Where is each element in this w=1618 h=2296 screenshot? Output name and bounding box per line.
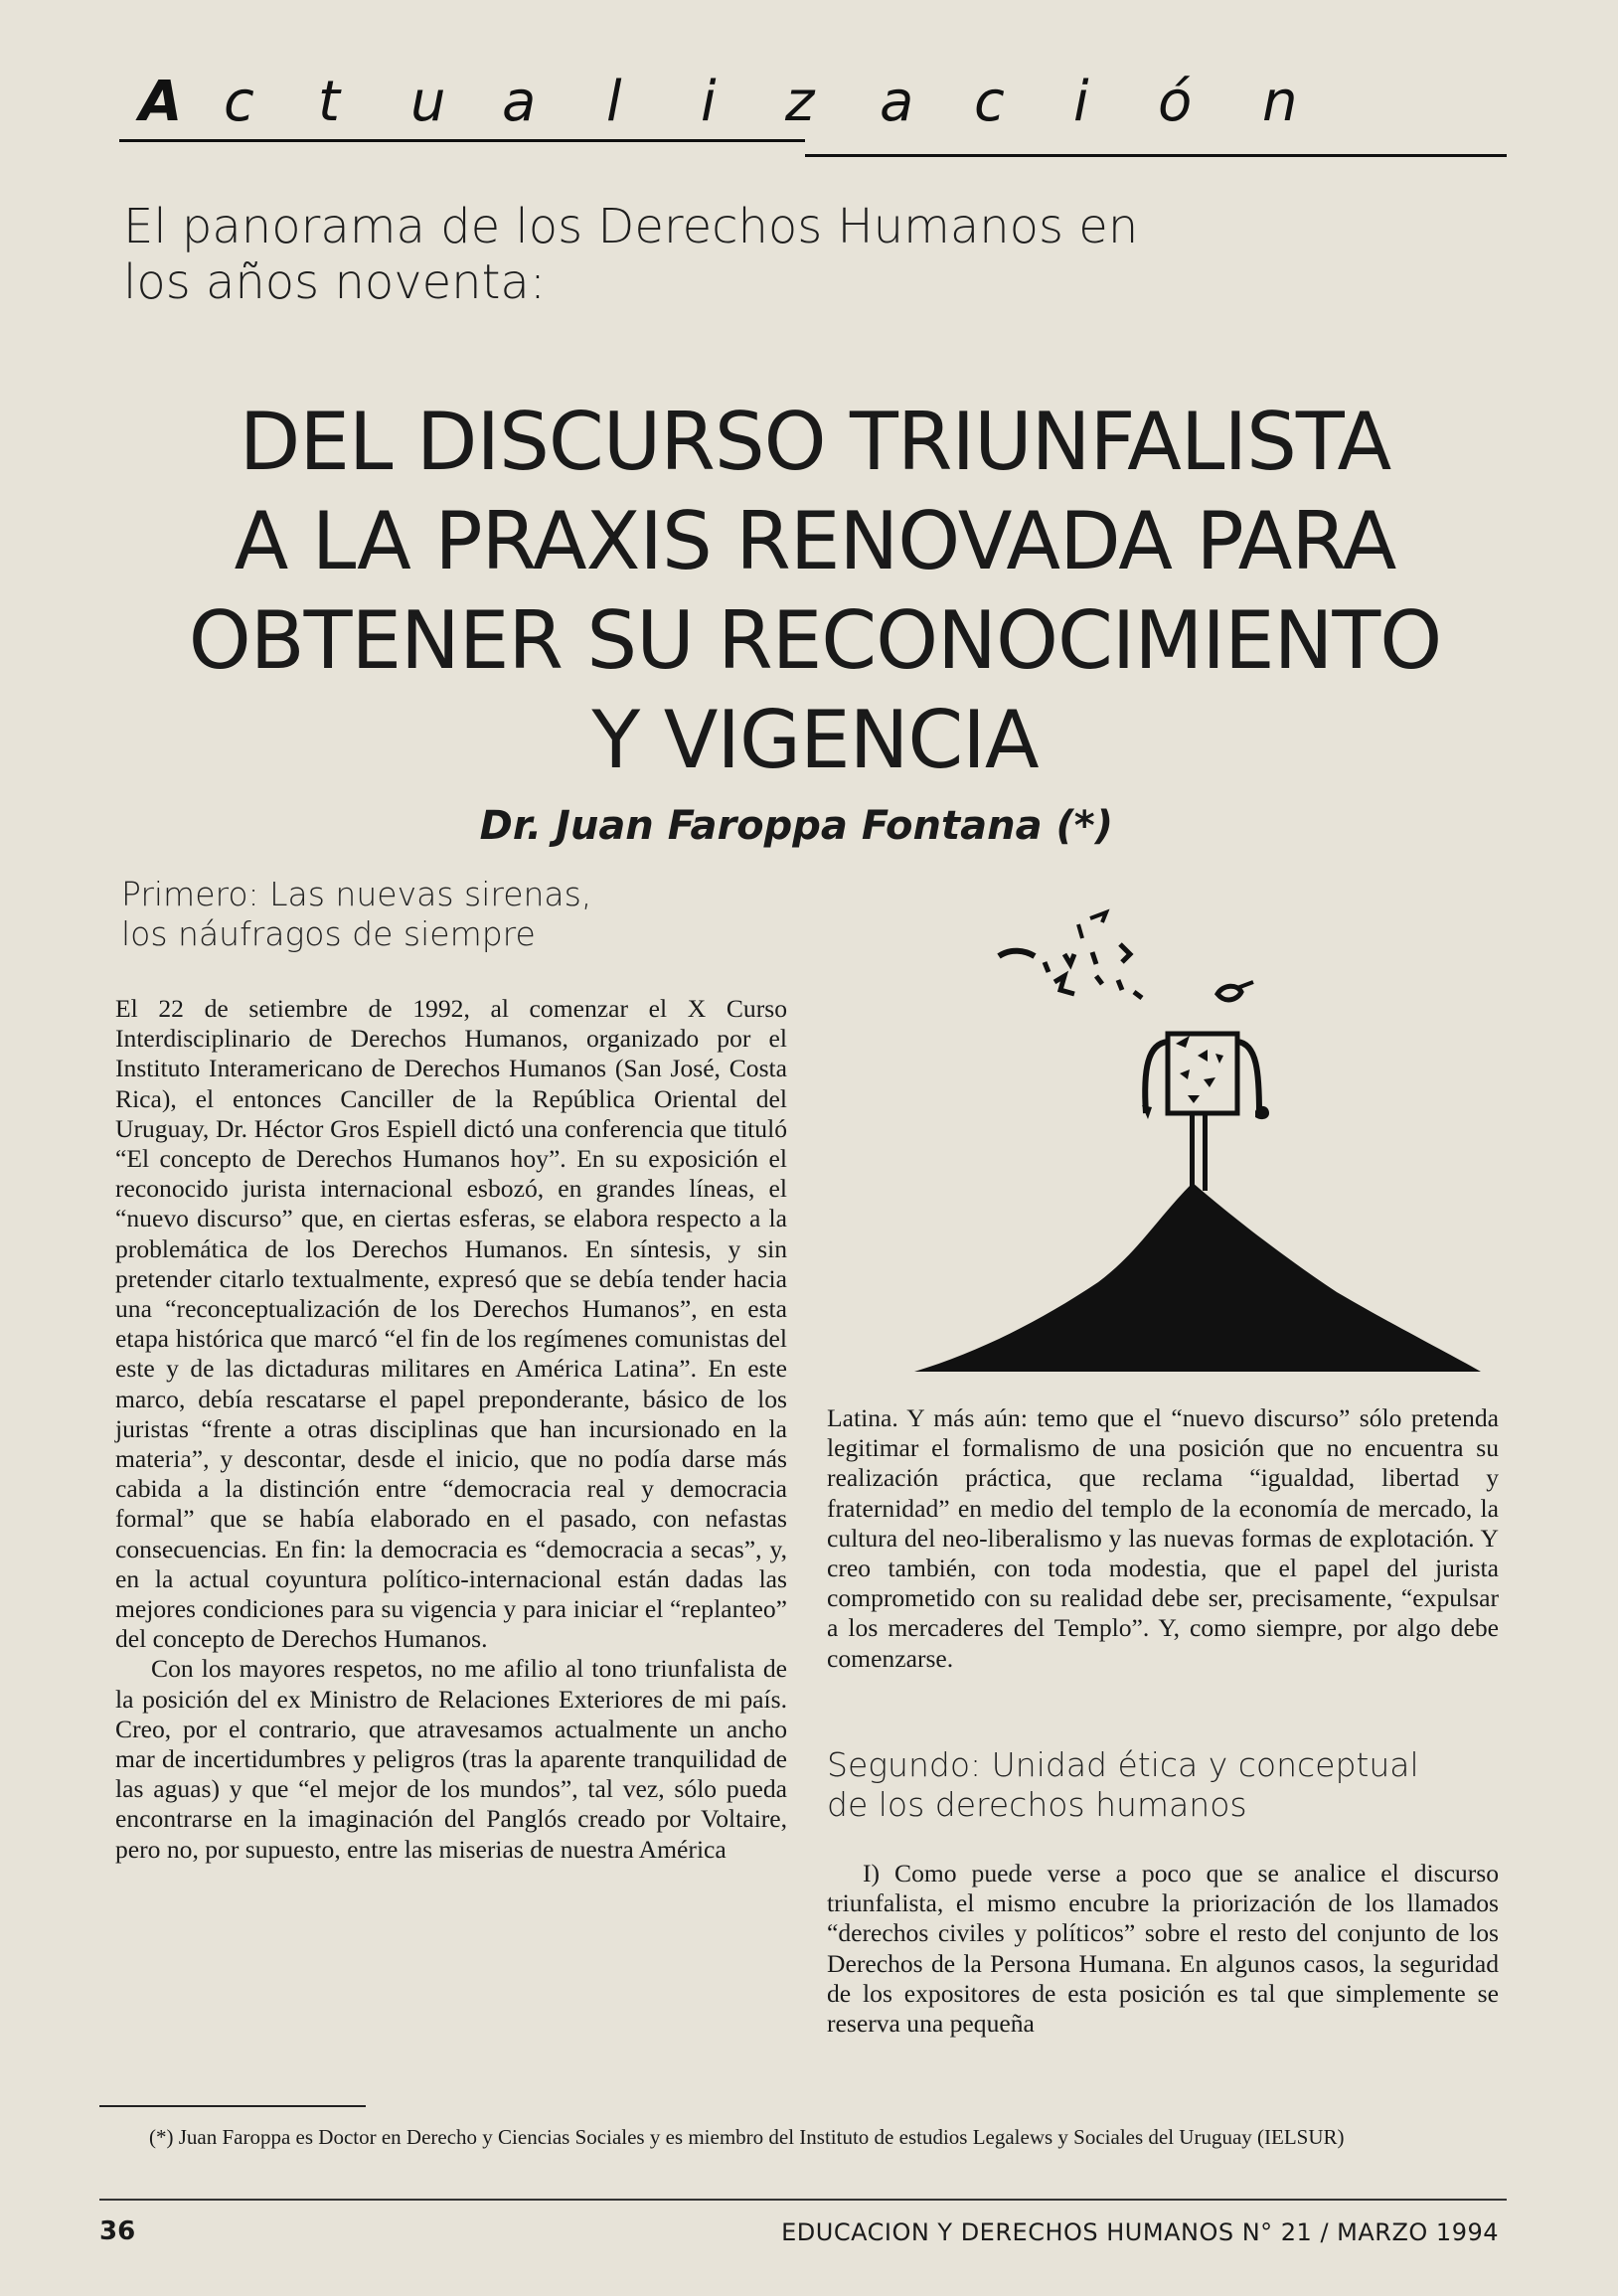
- footer-rule: [99, 2199, 1507, 2201]
- article-author: Dr. Juan Faroppa Fontana (*): [479, 803, 1113, 849]
- heading-line: Primero: Las nuevas sirenas,: [121, 875, 592, 913]
- kicker-letter: i: [1073, 70, 1089, 134]
- body-column-right-top: [827, 1403, 1499, 1674]
- title-line: Y VIGENCIA: [591, 694, 1039, 786]
- kicker-letter: c: [974, 70, 1005, 134]
- article-pretitle: El panorama de los Derechos Humanos en los años noventa:: [123, 199, 1139, 310]
- body-column-left: [115, 994, 787, 1865]
- article-title: [99, 393, 1531, 790]
- title-line: DEL DISCURSO TRIUNFALISTA: [239, 396, 1391, 488]
- footnote: (*) Juan Faroppa es Doctor en Derecho y Ciencias Sociales y es miembro del Instituto de estudios Legalews y Sociales del Uruguay (IELSUR): [149, 2125, 1345, 2149]
- body-column-right-bottom: [827, 1859, 1499, 2039]
- section-heading-2: [827, 1745, 1503, 1825]
- kicker-underline: [805, 154, 1507, 157]
- body-paragraph: I) Como puede verse a poco que se analice el discurso triunfalista, el mismo encubre la priorización de los llamados “derechos civiles y políticos” sobre el resto del conjunto de los Derechos de la Persona Humana. En algunos casos, la seguridad de los expositores de esta posición es tal que simplemente se reserva una pequeña: [827, 1859, 1499, 2039]
- kicker-letter: i: [701, 70, 717, 134]
- kicker-letter: A: [139, 70, 183, 134]
- footnote-rule: [99, 2105, 366, 2107]
- journal-footer: EDUCACION Y DERECHOS HUMANOS N° 21 / MARZO 1994: [781, 2218, 1499, 2246]
- kicker-letter: c: [224, 70, 254, 134]
- body-paragraph: Con los mayores respetos, no me afilio al tono triunfalista de la posición del ex Ministro de Relaciones Exteriores de mi país. Creo, por el contrario, que atravesamos actualmente un ancho mar de incertidumbres y peligros (tras la aparente tranquilidad de las aguas) y que “el mejor de los mundos”, tal vez, sólo pueda encontrarse en la imaginación del Panglós creado por Voltaire, pero no, por supuesto, entre las miserias de nuestra América: [115, 1654, 787, 1864]
- kicker-letter: l: [606, 70, 622, 134]
- section-heading-1: [121, 875, 777, 954]
- kicker-letter: a: [502, 70, 537, 134]
- heading-line: los náufragos de siempre: [121, 914, 536, 953]
- kicker-letter: a: [880, 70, 914, 134]
- body-paragraph: Latina. Y más aún: temo que el “nuevo discurso” sólo pretenda legitimar el formalismo de una posición que no encuentra su realización práctica, que reclama “igualdad, libertad y fraternidad” en medio del templo de la economía de mercado, la cultura del neo-liberalismo y las nuevas formas de explotación. Y creo también, con toda modestia, que el papel del jurista comprometido con su realidad debe ser, precisamente, “expulsar a los mercaderes del Templo”. Y, como siempre, por algo debe comenzarse.: [827, 1403, 1499, 1673]
- figure-on-mound-icon: [899, 885, 1486, 1382]
- kicker-letter: n: [1262, 70, 1298, 134]
- section-kicker: [119, 70, 1511, 149]
- heading-line: de los derechos humanos: [827, 1785, 1247, 1824]
- kicker-letter: ó: [1158, 70, 1193, 134]
- kicker-letter: u: [410, 70, 446, 134]
- kicker-underline: [119, 139, 805, 142]
- page-number: 36: [99, 2216, 136, 2246]
- kicker-letter: z: [785, 70, 815, 134]
- body-paragraph: El 22 de setiembre de 1992, al comenzar el X Curso Interdisciplinario de Derechos Humanos, organizado por el Instituto Interamericano de Derechos Humanos (San José, Costa Rica), el entonces Canciller de la República Oriental del Uruguay, Dr. Héctor Gros Espiell dictó una conferencia que tituló “El concepto de Derechos Humanos hoy”. En su exposición el reconocido jurista internacional esbozó, en grandes líneas, el “nuevo discurso” que, en ciertas esferas, se elabora respecto a la problemática de los Derechos Humanos. En síntesis, y sin pretender citarlo textualmente, expresó que se debía tender hacia una “reconceptualización de los Derechos Humanos”, en esta etapa histórica que marcó “el fin de los regímenes comunistas del este y de las dictaduras militares en América Latina”. En este marco, debía rescatarse el papel preponderante, básico de los juristas “frente a otras disciplinas que han incursionado en la materia”, y descontar, desde el inicio, que no podía darse más cabida a la distinción entre “democracia real y democracia formal” que se había elaborado en el pasado, con nefastas consecuencias. En fin: la democracia es “democracia a secas”, y, en la actual coyuntura político-internacional están dadas las mejores condiciones para su vigencia y para iniciar el “replanteo” del concepto de Derechos Humanos.: [115, 994, 787, 1654]
- title-line: OBTENER SU RECONOCIMIENTO: [188, 594, 1442, 687]
- kicker-letter: t: [318, 70, 340, 134]
- title-line: A LA PRAXIS RENOVADA PARA: [234, 495, 1396, 587]
- heading-line: Segundo: Unidad ética y conceptual: [827, 1745, 1419, 1784]
